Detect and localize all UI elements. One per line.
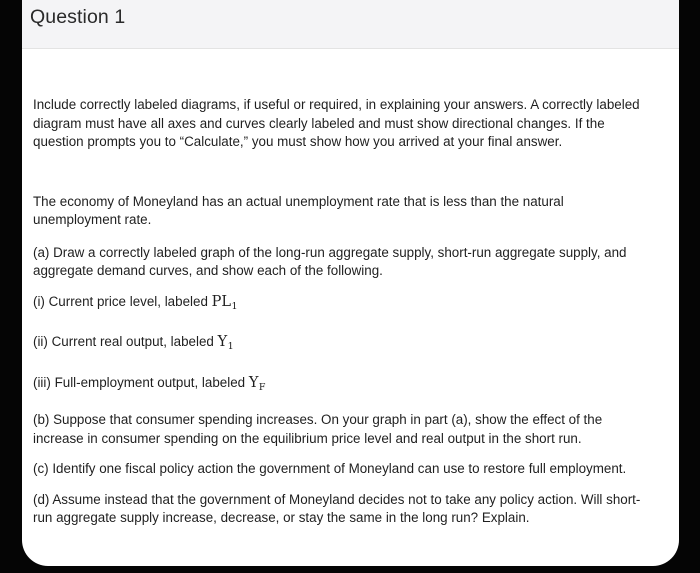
item-ii-symbol: Y	[217, 334, 228, 350]
item-ii	[33, 333, 653, 357]
question-header	[22, 0, 679, 49]
item-iii-subscript: F	[258, 381, 266, 393]
instructions-text: Include correctly labeled diagrams, if useful or required, in explaining your answers. A correctly labeled diagram must have all axes and curves clearly labeled and must show directional changes. If the question prompts you to “Calculate,” you must show how you arrived at your final answer.	[33, 97, 640, 149]
question-card	[22, 0, 679, 566]
item-iii-text: (iii) Full-employment output, labeled	[33, 374, 249, 390]
scenario-text: The economy of Moneyland has an actual unemployment rate that is less than the natural unemployment rate.	[33, 193, 564, 227]
item-i	[33, 293, 653, 317]
part-b-text: (b) Suppose that consumer spending increases. On your graph in part (a), show the effect of the increase in consumer spending on the equilibrium price level and real output in the short run.	[33, 412, 603, 446]
question-title: Question 1	[30, 6, 126, 28]
part-d-text: (d) Assume instead that the government of Moneyland decides not to take any policy action. Will short-run aggregate supply increase, decrease, or stay the same in the long run? Explain.	[33, 491, 641, 525]
item-i-subscript: 1	[231, 300, 238, 312]
part-a-text: (a) Draw a correctly labeled graph of the long-run aggregate supply, short-run aggregate supply, and aggregate demand curves, and show each of the following.	[33, 244, 627, 278]
part-c-text: (c) Identify one fiscal policy action the government of Moneyland can use to restore full employment.	[33, 461, 627, 476]
item-iii	[33, 374, 653, 398]
item-ii-subscript: 1	[227, 341, 234, 352]
item-i-symbol: PL	[211, 293, 232, 310]
item-i-text: (i) Current price level, labeled	[33, 293, 212, 309]
item-iii-symbol: Y	[248, 374, 259, 391]
item-ii-text: (ii) Current real output, labeled	[33, 334, 218, 349]
question-body	[33, 96, 653, 540]
